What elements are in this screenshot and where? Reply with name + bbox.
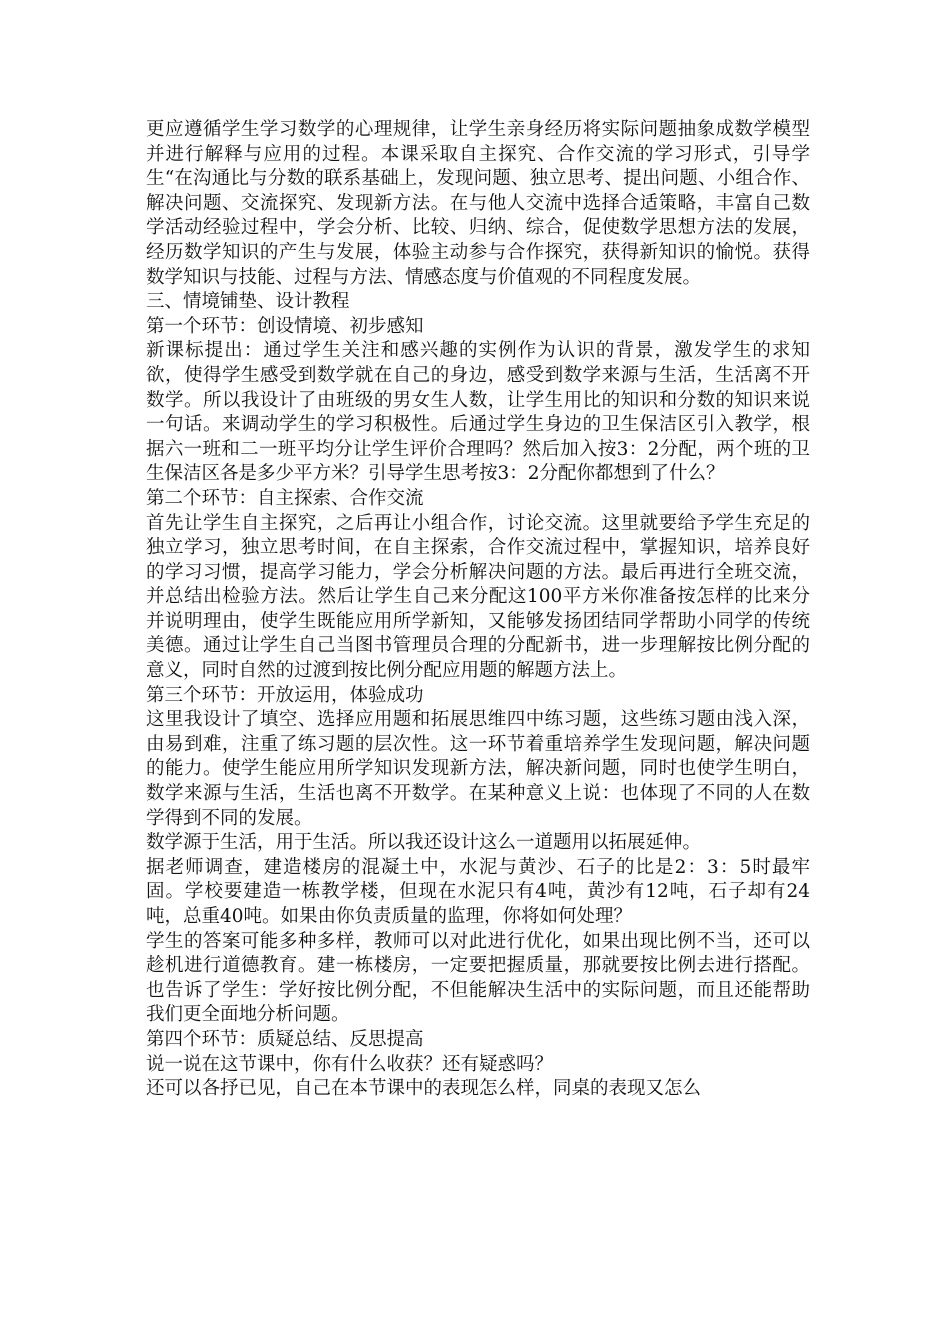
body-paragraph: 首先让学生自主探究，之后再让小组合作，讨论交流。这里就要给予学生充足的独立学习，独立思考时间，在自主探索，合作交流过程中，掌握知识，培养良好的学习习惯，提高学习能力，学会分析解决问题的方法。最后再进行全班交流，并总结出检验方法。然后让学生自己来分配这100平方米你准备按怎样的比来分并说明理由，使学生既能应用所学新知，又能够发扬团结同学帮助小同学的传统美德。通过让学生自己当图书管理员合理的分配新书，进一步理解按比例分配的意义，同时自然的过渡到按比例分配应用题的解题方法上。 — [146, 512, 810, 682]
body-paragraph: 学生的答案可能多种多样，教师可以对此进行优化，如果出现比例不当，还可以趁机进行道德教育。建一栋楼房，一定要把握质量，那就要按比例去进行搭配。也告诉了学生：学好按比例分配，不但能解决生活中的实际问题，而且还能帮助我们更全面地分析问题。 — [146, 930, 810, 1026]
document-page — [146, 118, 810, 1102]
step-heading: 第三个环节：开放运用，体验成功 — [146, 684, 424, 706]
body-paragraph: 说一说在这节课中，你有什么收获？还有疑惑吗？ — [146, 1053, 554, 1075]
body-paragraph: 还可以各抒已见，自己在本节课中的表现怎么样，同桌的表现又怎么 — [146, 1078, 702, 1100]
body-paragraph: 更应遵循学生学习数学的心理规律，让学生亲身经历将实际问题抽象成数学模型并进行解释与应用的过程。本课采取自主探究、合作交流的学习形式，引导学生“在沟通比与分数的联系基础上，发现问题、独立思考、提出问题、小组合作、解决问题、交流探究、发现新方法。在与他人交流中选择合适策略，丰富自己数学活动经验过程中，学会分析、比较、归纳、综合，促使数学思想方法的发展，经历数学知识的产生与发展，体验主动参与合作探究，获得新知识的愉悦。获得数学知识与技能、过程与方法、情感态度与价值观的不同程度发展。 — [146, 119, 810, 288]
body-paragraph: 新课标提出：通过学生关注和感兴趣的实例作为认识的背景，激发学生的求知欲，使得学生感受到数学就在自己的身边，感受到数学来源与生活，生活离不开数学。所以我设计了由班级的男女生人数，让学生用比的知识和分数的知识来说一句话。来调动学生的学习积极性。后通过学生身边的卫生保洁区引入教学，根据六一班和二一班平均分让学生评价合理吗？然后加入按3：2分配，两个班的卫生保洁区各是多少平方米？引导学生思考按3：2分配你都想到了什么？ — [146, 340, 810, 485]
step-heading: 第二个环节：自主探索、合作交流 — [146, 487, 424, 509]
body-paragraph: 这里我设计了填空、选择应用题和拓展思维四中练习题，这些练习题由浅入深，由易到难，注重了练习题的层次性。这一环节着重培养学生发现问题，解决问题的能力。使学生能应用所学知识发现新方法，解决新问题，同时也使学生明白，数学来源与生活，生活也离不开数学。在某种意义上说：也体现了不同的人在数学得到不同的发展。 — [146, 709, 810, 829]
section-heading: 三、情境铺垫、设计教程 — [146, 291, 350, 313]
body-paragraph: 数学源于生活，用于生活。所以我还设计这么一道题用以拓展延伸。 — [146, 832, 702, 854]
body-paragraph: 据老师调查，建造楼房的混凝土中，水泥与黄沙、石子的比是2：3：5时最牢固。学校要建造一栋教学楼，但现在水泥只有4吨，黄沙有12吨，石子却有24吨，总重40吨。如果由你负责质量的监理，你将如何处理？ — [146, 856, 810, 927]
step-heading: 第一个环节：创设情境、初步感知 — [146, 315, 424, 337]
step-heading: 第四个环节：质疑总结、反思提高 — [146, 1028, 424, 1050]
